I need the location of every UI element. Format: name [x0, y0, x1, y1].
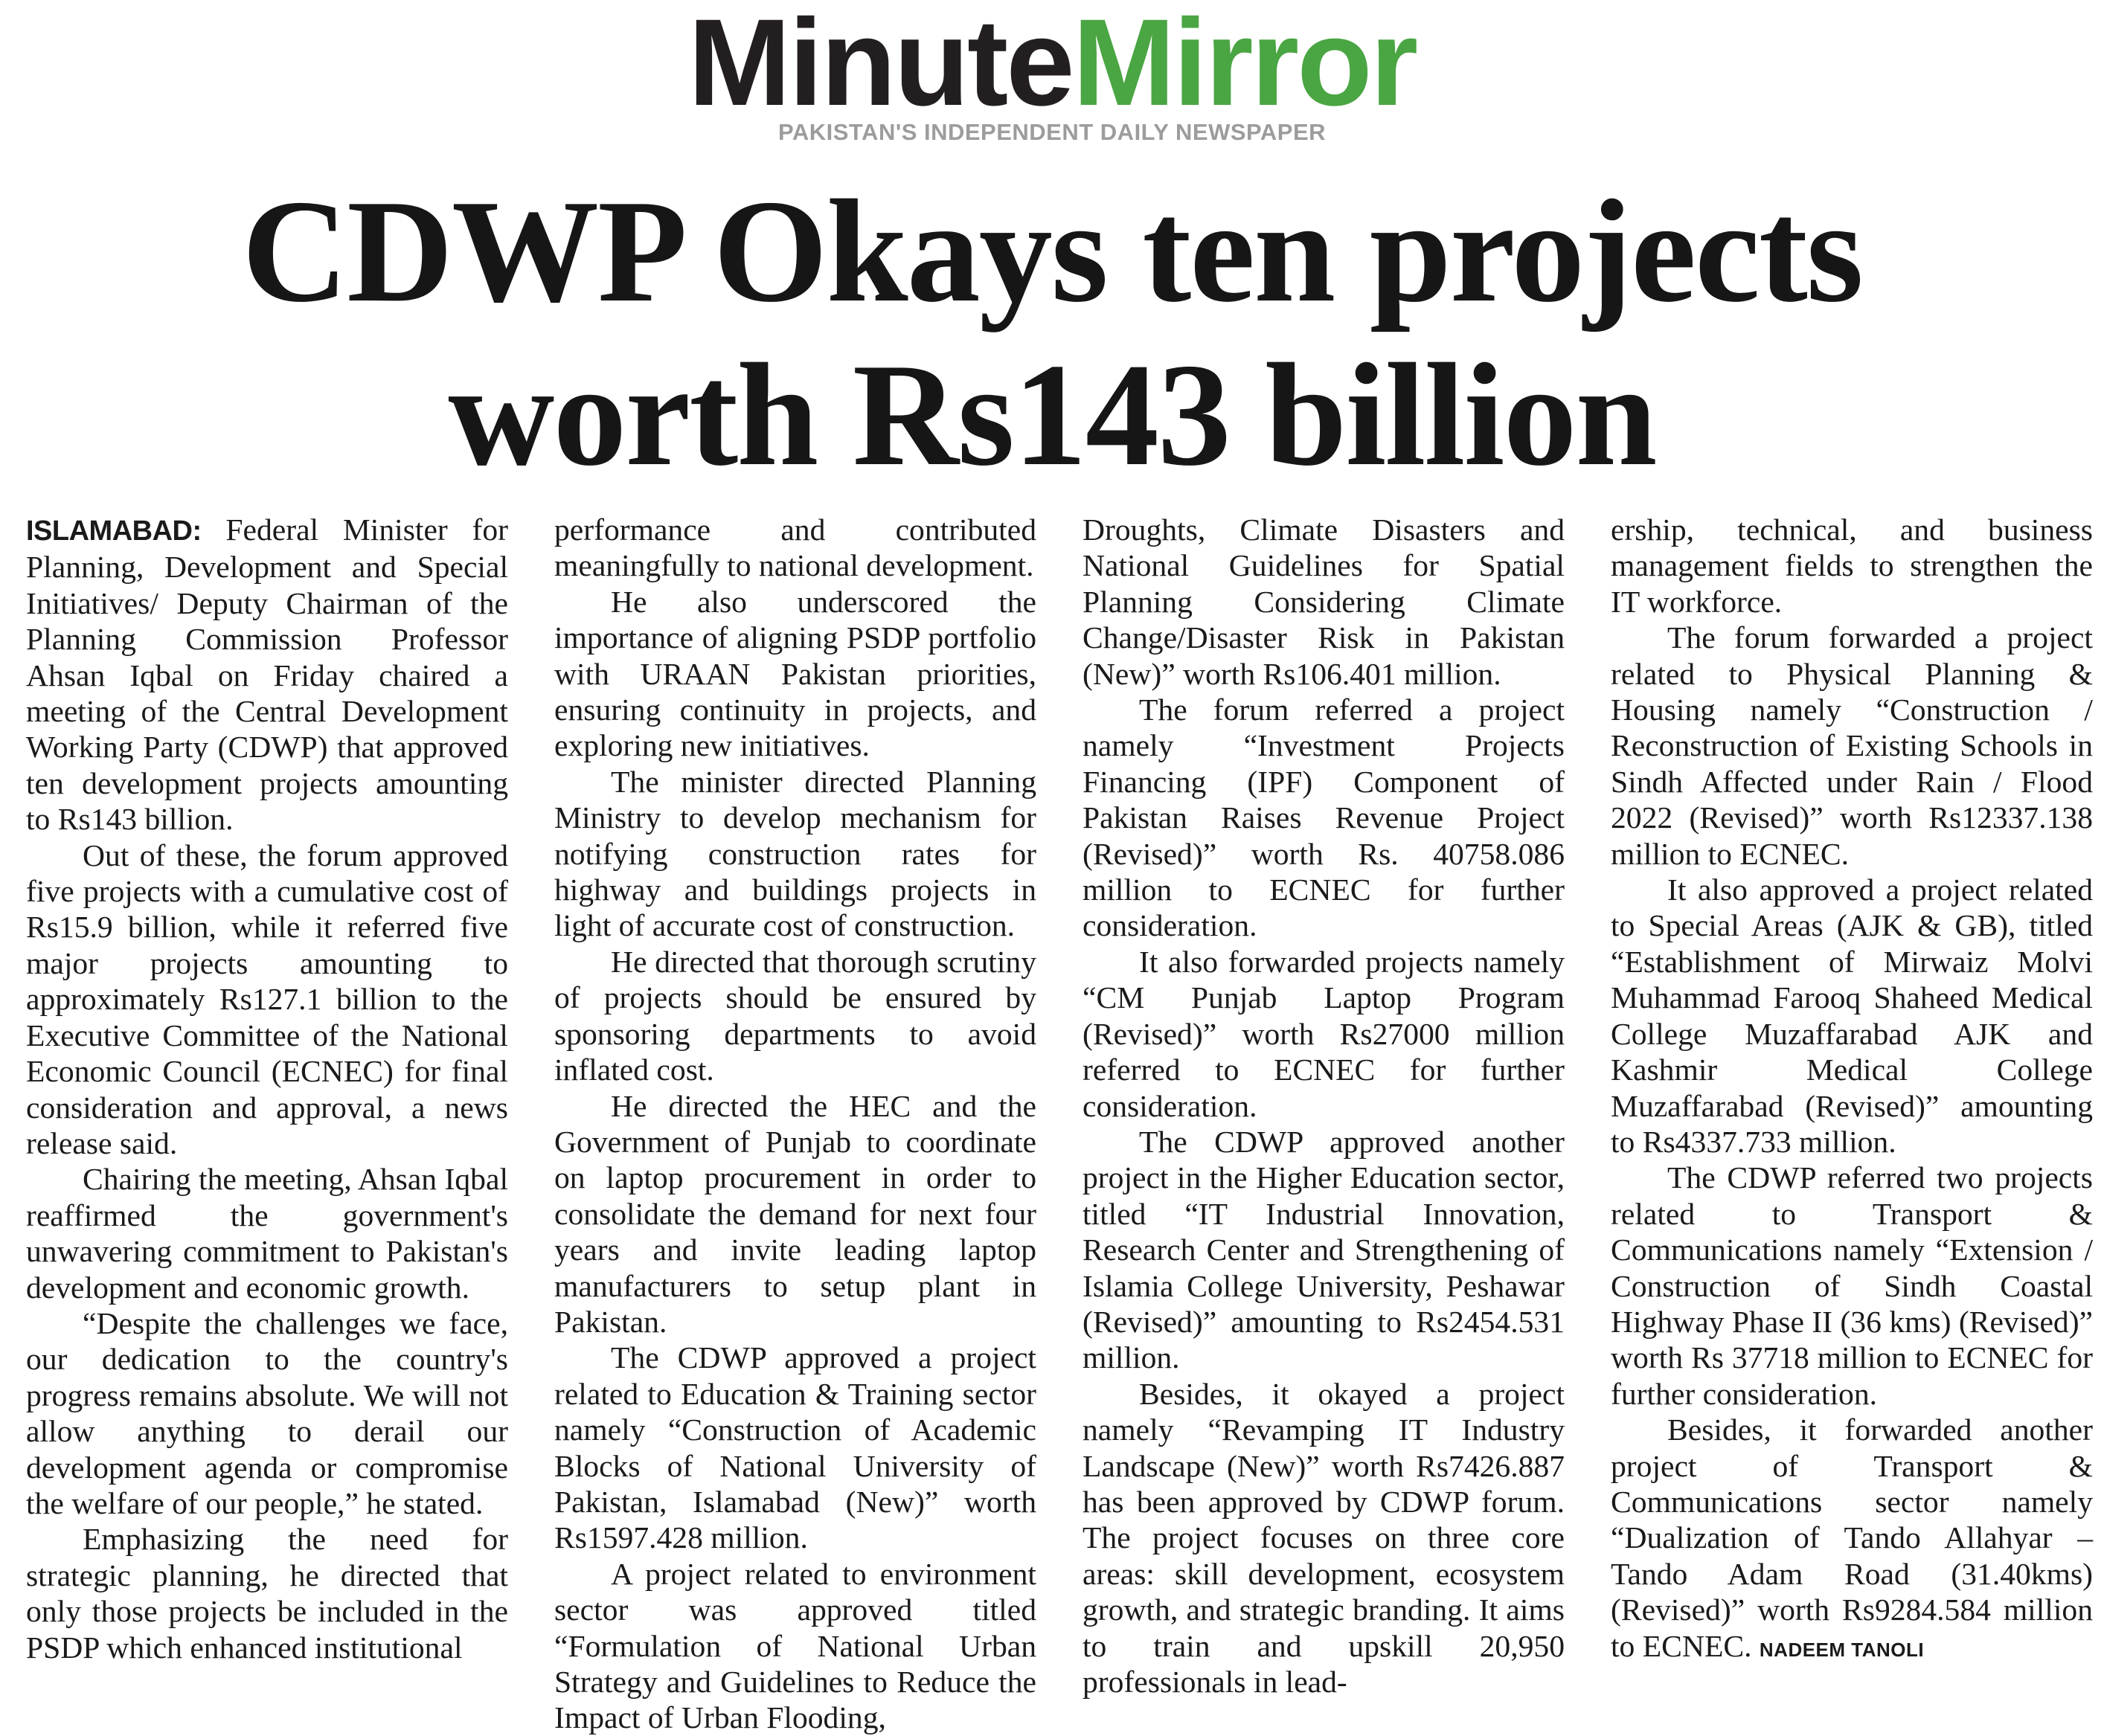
article-column-4: [1611, 512, 2093, 1711]
article-paragraph-final: [1611, 1412, 2093, 1668]
article-paragraph: He directed that thorough scrutiny of projects should be ensured by sponsoring departments to avoid inflated cost.: [554, 944, 1036, 1087]
article-paragraph: The CDWP approved another project in the Higher Education sector, titled “IT Industrial Innovation, Research Center and Strengthening of Islamia College University, Peshawar (Revised)” amounting to Rs2454.531 million.: [1083, 1124, 1565, 1375]
byline: NADEEM TANOLI: [1759, 1638, 1925, 1661]
article-paragraph: It also approved a project related to Special Areas (AJK & GB), titled “Establishment of Mirwaiz Molvi Muhammad Farooq Shaheed Medical College Muzaffarabad AJK and Kashmir Medical College Muzaffarabad (Revised)” amounting to Rs4337.733 million.: [1611, 872, 2093, 1159]
article-paragraph: He also underscored the importance of aligning PSDP portfolio with URAAN Pakistan priorities, ensuring continuity in projects, and exploring new initiatives.: [554, 584, 1036, 763]
article-paragraph: He directed the HEC and the Government of Punjab to coordinate on laptop procurement in order to consolidate the demand for next four years and invite leading laptop manufacturers to setup plant in Pakistan.: [554, 1088, 1036, 1339]
article-paragraph-continued: Droughts, Climate Disasters and National Guidelines for Spatial Planning Considering Climate Change/Disaster Risk in Pakistan (New)” worth Rs106.401 million.: [1083, 512, 1565, 691]
article-paragraph: Out of these, the forum approved five projects with a cumulative cost of Rs15.9 billion, while it referred five major projects amounting to approximately Rs127.1 billion to the Executive Committee of the National Economic Council (ECNEC) for final consideration and approval, a news release said.: [26, 838, 508, 1160]
final-text: Besides, it forwarded another project of Transport & Communications sector namely “Dualization of Tando Allahyar – Tando Adam Road (31.40kms) (Revised)” worth Rs9284.584 million to ECNEC.: [1611, 1412, 2093, 1663]
article-paragraph: Emphasizing the need for strategic planning, he directed that only those projects be included in the PSDP which enhanced institutional: [26, 1522, 508, 1665]
logo-word-mirror: Mirror: [1072, 0, 1417, 132]
headline-line-1: CDWP Okays ten projects: [242, 170, 1862, 332]
article-paragraph: A project related to environment sector was approved titled “Formulation of National Urban Strategy and Guidelines to Reduce the Impact of Urban Flooding,: [554, 1556, 1036, 1735]
article-paragraph-lead: [26, 512, 508, 838]
article-paragraph: Chairing the meeting, Ahsan Iqbal reaffirmed the government's unwavering commitment to Pakistan's development and economic growth.: [26, 1162, 508, 1305]
lead-text: Federal Minister for Planning, Development and Special Initiatives/ Deputy Chairman of the Planning Commission Professor Ahsan Iqbal on Friday chaired a meeting of the Central Development Working Party (CDWP) that approved ten development projects amounting to Rs143 billion.: [26, 512, 508, 837]
logo-word-minute: Minute: [687, 0, 1073, 132]
article-paragraph: The CDWP approved a project related to Education & Training sector namely “Construction of Academic Blocks of National University of Pakistan, Islamabad (New)” worth Rs1597.428 million.: [554, 1340, 1036, 1555]
article-paragraph-continued: ership, technical, and business management fields to strengthen the IT workforce.: [1611, 512, 2093, 619]
article-paragraph: The forum forwarded a project related to Physical Planning & Housing namely “Construction / Reconstruction of Existing Schools in Sindh Affected under Rain / Flood 2022 (Revised)” worth Rs12337.138 million to ECNEC.: [1611, 620, 2093, 871]
headline-line-2: worth Rs143 billion: [448, 333, 1656, 496]
article-paragraph-continued: performance and contributed meaningfully to national development.: [554, 512, 1036, 583]
masthead: [0, 0, 2104, 152]
headline: [0, 170, 2104, 497]
article-column-2: [554, 512, 1036, 1735]
article-column-1: [26, 512, 508, 1711]
article-paragraph: The CDWP referred two projects related to Transport & Communications namely “Extension / Construction of Sindh Coastal Highway Phase II (36 kms) (Revised)” worth Rs 37718 million to ECNEC for further consideration.: [1611, 1160, 2094, 1411]
article-paragraph: Besides, it okayed a project namely “Revamping IT Industry Landscape (New)” worth Rs7426.887 has been approved by CDWP forum. The project focuses on three core areas: skill development, ecosystem growth, and strategic branding. It aims to train and upskill 20,950 professionals in lead-: [1083, 1376, 1565, 1699]
article-paragraph: The forum referred a project namely “Investment Projects Financing (IPF) Component of Pakistan Raises Revenue Project (Revised)” worth Rs. 40758.086 million to ECNEC for further consideration.: [1083, 692, 1565, 943]
article-paragraph: It also forwarded projects namely “CM Punjab Laptop Program (Revised)” worth Rs27000 million referred to ECNEC for further consideration.: [1083, 944, 1565, 1123]
article-paragraph: “Despite the challenges we face, our dedication to the country's progress remains absolute. We will not allow anything to derail our development agenda or compromise the welfare of our people,” he stated.: [26, 1305, 508, 1520]
article-paragraph: The minister directed Planning Ministry to develop mechanism for notifying construction rates for highway and buildings projects in light of accurate cost of construction.: [554, 764, 1036, 943]
dateline: ISLAMABAD:: [26, 515, 202, 547]
tagline: PAKISTAN'S INDEPENDENT DAILY NEWSPAPER: [777, 119, 1327, 145]
article-column-3: [1083, 512, 1565, 1711]
